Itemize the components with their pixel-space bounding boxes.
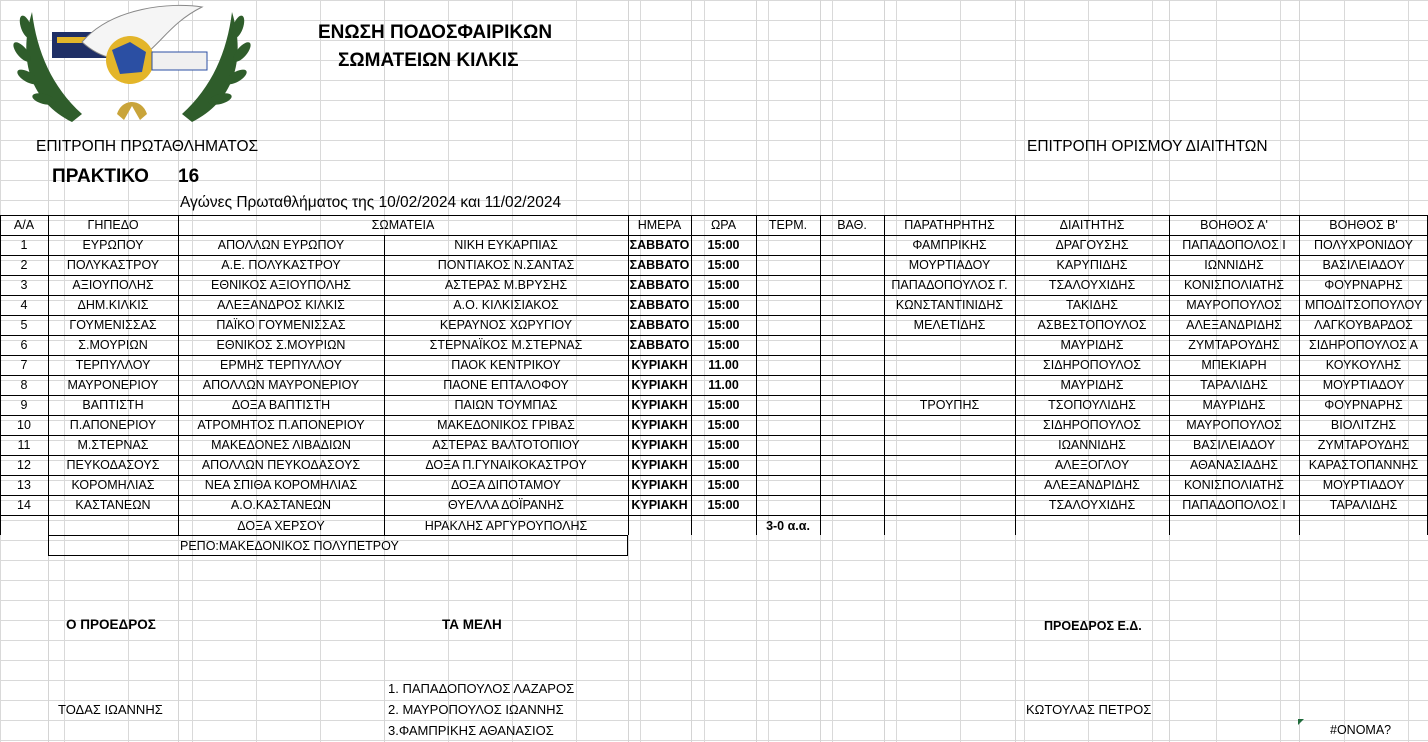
cell-away: ΔΟΞΑ ΔΙΠΟΤΑΜΟΥ <box>450 478 562 492</box>
cell-asst2: ΤΑΡΑΛΙΔΗΣ <box>1329 498 1398 512</box>
cell-asst2: ΠΟΛΥΧΡΟΝΙΔΟΥ <box>1314 238 1413 252</box>
committee-right: ΕΠΙΤΡΟΠΗ ΟΡΙΣΜΟΥ ΔΙΑΙΤΗΤΩΝ <box>1027 138 1268 155</box>
ref-president-label: ΠΡΟΕΔΡΟΣ Ε.Δ. <box>1044 619 1142 633</box>
cell-no: 11 <box>17 438 31 452</box>
cell-no: 1 <box>20 238 28 252</box>
cell-away: ΚΕΡΑΥΝΟΣ ΧΩΡΥΓΙΟΥ <box>439 318 573 332</box>
cell-day: ΣΑΒΒΑΤΟ <box>629 338 690 352</box>
cell-asst1: ΚΟΝΙΣΠΟΛΙΑΤΗΣ <box>1183 478 1285 492</box>
cell-observer: ΚΩΝΣΤΑΝΤΙΝΙΔΗΣ <box>895 298 1004 312</box>
cell-asst1: ΜΑΥΡΟΠΟΥΛΟΣ <box>1186 418 1282 432</box>
cell-asst2: ΚΑΡΑΣΤΟΠΑΝΝΗΣ <box>1308 458 1419 472</box>
cell-home: ΑΤΡΟΜΗΤΟΣ Π.ΑΠΟΝΕΡΙΟΥ <box>197 418 365 432</box>
member-1: 1. ΠΑΠΑΔΟΠΟΥΛΟΣ ΛΑΖΑΡΟΣ <box>388 681 575 696</box>
column-header: ΒΑΘ. <box>837 218 867 232</box>
cell-referee: ΔΡΑΓΟΥΣΗΣ <box>1055 238 1129 252</box>
cell-ground: ΠΕΥΚΟΔΑΣΟΥΣ <box>66 458 160 472</box>
cell-time: 15:00 <box>707 258 740 272</box>
ribbon-icon <box>117 102 147 120</box>
cell-away: ΠΟΝΤΙΑΚΟΣ Ν.ΣΑΝΤΑΣ <box>437 258 575 272</box>
cell-referee: ΜΑΥΡΙΔΗΣ <box>1060 378 1124 392</box>
association-logo <box>12 2 252 130</box>
org-title-line2: ΣΩΜΑΤΕΙΩΝ ΚΙΛΚΙΣ <box>338 50 519 71</box>
cell-asst2: ΒΑΣΙΛΕΙΑΔΟΥ <box>1322 258 1405 272</box>
cell-time: 15:00 <box>707 318 740 332</box>
cell-day: ΣΑΒΒΑΤΟ <box>629 298 690 312</box>
cell-away: ΠΑΙΩΝ ΤΟΥΜΠΑΣ <box>454 398 558 412</box>
cell-asst1: ΑΘΑΝΑΣΙΑΔΗΣ <box>1190 458 1278 472</box>
column-header: ΔΙΑΙΤΗΤΗΣ <box>1059 218 1125 232</box>
cell-home: ΑΠΟΛΛΩΝ ΜΑΥΡΟΝΕΡΙΟΥ <box>202 378 360 392</box>
cell-home: ΕΘΝΙΚΟΣ Σ.ΜΟΥΡΙΩΝ <box>216 338 346 352</box>
cell-ground: ΕΥΡΩΠΟΥ <box>82 238 144 252</box>
cell-away: ΝΙΚΗ ΕΥΚΑΡΠΙΑΣ <box>454 238 558 252</box>
cell-home: ΑΠΟΛΛΩΝ ΕΥΡΩΠΟΥ <box>217 238 345 252</box>
cell-home: Α.Ε. ΠΟΛΥΚΑΣΤΡΟΥ <box>221 258 341 272</box>
cell-time: 11.00 <box>708 378 739 392</box>
cell-asst1: ΙΩΝΝΙΔΗΣ <box>1204 258 1264 272</box>
cell-home: ΕΡΜΗΣ ΤΕΡΠΥΛΛΟΥ <box>220 358 342 372</box>
cell-away: ΜΑΚΕΔΟΝΙΚΟΣ ΓΡΙΒΑΣ <box>437 418 575 432</box>
president-name: ΤΟΔΑΣ ΙΩΑΝΝΗΣ <box>58 702 163 717</box>
org-title-line1: ΕΝΩΣΗ ΠΟΔΟΣΦΑΙΡΙΚΩΝ <box>318 22 553 43</box>
error-indicator-icon <box>1298 719 1304 725</box>
error-cell: #ΟΝΟΜΑ? <box>1330 723 1392 737</box>
cell-home: ΑΠΟΛΛΩΝ ΠΕΥΚΟΔΑΣΟΥΣ <box>201 458 361 472</box>
cell-home: ΝΕΑ ΣΠΙΘΑ ΚΟΡΟΜΗΛΙΑΣ <box>204 478 358 492</box>
cell-away: ΑΣΤΕΡΑΣ ΒΑΛΤΟΤΟΠΙΟΥ <box>432 438 580 452</box>
column-header: Α/Α <box>13 218 35 232</box>
cell-referee: ΙΩΑΝΝΙΔΗΣ <box>1058 438 1126 452</box>
column-header: ΩΡΑ <box>710 218 737 232</box>
cell-asst1: ΜΑΥΡΙΔΗΣ <box>1202 398 1266 412</box>
cell-home: Α.Ο.ΚΑΣΤΑΝΕΩΝ <box>230 498 332 512</box>
cell-day: ΣΑΒΒΑΤΟ <box>629 278 690 292</box>
cell-asst2: ΖΥΜΤΑΡΟΥΔΗΣ <box>1317 438 1410 452</box>
cell-observer: ΦΑΜΠΡΙΚΗΣ <box>912 238 987 252</box>
cell-asst2: ΛΑΓΚΟΥΒΑΡΔΟΣ <box>1314 318 1413 332</box>
cell-away: Α.Ο. ΚΙΛΚΙΣΙΑΚΟΣ <box>453 298 559 312</box>
cell-day: ΚΥΡΙΑΚΗ <box>631 378 688 392</box>
cell-home: ΕΘΝΙΚΟΣ ΑΞΙΟΥΠΟΛΗΣ <box>211 278 351 292</box>
cell-referee: ΚΑΡΥΠΙΔΗΣ <box>1056 258 1128 272</box>
cell-referee: ΑΛΕΞΑΝΔΡΙΔΗΣ <box>1044 478 1140 492</box>
cell-observer: ΠΑΠΑΔΟΠΟΥΛΟΣ Γ. <box>891 278 1008 292</box>
column-header: ΒΟΗΘΟΣ Α' <box>1200 218 1268 232</box>
cell-time: 15:00 <box>707 438 740 452</box>
repo-text: ΡΕΠΟ:ΜΑΚΕΔΟΝΙΚΟΣ ΠΟΛΥΠΕΤΡΟΥ <box>180 539 399 553</box>
cell-ground: Μ.ΣΤΕΡΝΑΣ <box>77 438 149 452</box>
cell-day: ΚΥΡΙΑΚΗ <box>631 358 688 372</box>
cell-no: 8 <box>20 378 28 392</box>
cell-day: ΣΑΒΒΑΤΟ <box>629 318 690 332</box>
cell-no: 9 <box>20 398 28 412</box>
cell-ground: ΚΑΣΤΑΝΕΩΝ <box>75 498 151 512</box>
cell-asst2: ΦΟΥΡΝΑΡΗΣ <box>1324 278 1403 292</box>
column-header: ΣΩΜΑΤΕΙΑ <box>371 218 435 232</box>
cell-ground: ΑΞΙΟΥΠΟΛΗΣ <box>72 278 154 292</box>
cell-time: 15:00 <box>707 498 740 512</box>
extra-home: ΔΟΞΑ ΧΕΡΣΟΥ <box>237 519 325 533</box>
cell-time: 15:00 <box>707 278 740 292</box>
cell-away: ΠΑΟΝΕ ΕΠΤΑΛΟΦΟΥ <box>443 378 569 392</box>
cell-time: 15:00 <box>707 478 740 492</box>
cell-time: 15:00 <box>707 238 740 252</box>
cell-asst2: ΚΟΥΚΟΥΛΗΣ <box>1325 358 1402 372</box>
cell-referee: ΜΑΥΡΙΔΗΣ <box>1060 338 1124 352</box>
cell-time: 15:00 <box>707 458 740 472</box>
cell-away: ΔΟΞΑ Π.ΓΥΝΑΙΚΟΚΑΣΤΡΟΥ <box>425 458 587 472</box>
cell-no: 7 <box>20 358 28 372</box>
cell-ground: ΠΟΛΥΚΑΣΤΡΟΥ <box>66 258 160 272</box>
cell-ground: ΚΟΡΟΜΗΛΙΑΣ <box>71 478 155 492</box>
cell-asst2: ΣΙΔΗΡΟΠΟΥΛΟΣ Α <box>1308 338 1419 352</box>
cell-asst2: ΦΟΥΡΝΑΡΗΣ <box>1324 398 1403 412</box>
cell-away: ΘΥΕΛΛΑ ΔΟΪΡΑΝΗΣ <box>448 498 564 512</box>
cell-away: ΠΑΟΚ ΚΕΝΤΡΙΚΟΥ <box>451 358 561 372</box>
cell-asst1: ΠΑΠΑΔΟΠΟΛΟΣ Ι <box>1182 238 1286 252</box>
cell-no: 4 <box>20 298 28 312</box>
column-header: ΒΟΗΘΟΣ Β' <box>1329 218 1398 232</box>
cell-asst2: ΜΟΥΡΤΙΑΔΟΥ <box>1322 478 1405 492</box>
cell-no: 12 <box>17 458 31 472</box>
president-label: Ο ΠΡΟΕΔΡΟΣ <box>66 617 156 632</box>
cell-ground: ΤΕΡΠΥΛΛΟΥ <box>75 358 151 372</box>
cell-observer: ΤΡΟΥΠΗΣ <box>919 398 980 412</box>
cell-referee: ΤΑΚΙΔΗΣ <box>1066 298 1118 312</box>
cell-referee: ΣΙΔΗΡΟΠΟΥΛΟΣ <box>1043 358 1141 372</box>
member-2: 2. ΜΑΥΡΟΠΟΥΛΟΣ ΙΩΑΝΝΗΣ <box>388 702 564 717</box>
cell-referee: ΑΣΒΕΣΤΟΠΟΥΛΟΣ <box>1037 318 1147 332</box>
cell-time: 15:00 <box>707 338 740 352</box>
cell-ground: Π.ΑΠΟΝΕΡΙΟΥ <box>69 418 157 432</box>
members-label: ΤΑ ΜΕΛΗ <box>442 617 502 632</box>
cell-asst1: ΜΠΕΚΙΑΡΗ <box>1201 358 1267 372</box>
cell-day: ΚΥΡΙΑΚΗ <box>631 398 688 412</box>
cell-day: ΣΑΒΒΑΤΟ <box>629 238 690 252</box>
cell-asst2: ΒΙΟΛΙΤΖΗΣ <box>1330 418 1397 432</box>
cell-ground: ΓΟΥΜΕΝΙΣΣΑΣ <box>69 318 157 332</box>
cell-referee: ΑΛΕΞΟΓΛΟΥ <box>1054 458 1130 472</box>
cell-referee: ΤΣΟΠΟΥΛΙΔΗΣ <box>1048 398 1136 412</box>
cell-time: 11.00 <box>708 358 739 372</box>
cell-time: 15:00 <box>707 418 740 432</box>
cell-day: ΚΥΡΙΑΚΗ <box>631 498 688 512</box>
cell-asst2: ΜΟΥΡΤΙΑΔΟΥ <box>1322 378 1405 392</box>
cell-referee: ΣΙΔΗΡΟΠΟΥΛΟΣ <box>1043 418 1141 432</box>
cell-asst1: ΖΥΜΤΑΡΟΥΔΗΣ <box>1188 338 1280 352</box>
cell-observer: ΜΟΥΡΤΙΑΔΟΥ <box>908 258 991 272</box>
cell-no: 10 <box>17 418 31 432</box>
cell-away: ΑΣΤΕΡΑΣ Μ.ΒΡΥΣΗΣ <box>444 278 568 292</box>
cell-time: 15:00 <box>707 298 740 312</box>
cell-home: ΑΛΕΞΑΝΔΡΟΣ ΚΙΛΚΙΣ <box>217 298 345 312</box>
cell-day: ΚΥΡΙΑΚΗ <box>631 458 688 472</box>
cell-home: ΔΟΞΑ ΒΑΠΤΙΣΤΗ <box>231 398 331 412</box>
cell-ground: ΔΗΜ.ΚΙΛΚΙΣ <box>77 298 149 312</box>
cell-no: 6 <box>20 338 28 352</box>
cell-home: ΜΑΚΕΔΟΝΕΣ ΛΙΒΑΔΙΩΝ <box>211 438 351 452</box>
column-header: ΗΜΕΡΑ <box>637 218 682 232</box>
cell-away: ΣΤΕΡΝΑΪΚΟΣ Μ.ΣΤΕΡΝΑΣ <box>429 338 583 352</box>
cell-ground: ΒΑΠΤΙΣΤΗ <box>82 398 144 412</box>
ref-president-name: ΚΩΤΟΥΛΑΣ ΠΕΤΡΟΣ <box>1026 702 1152 717</box>
cell-no: 5 <box>20 318 28 332</box>
subtitle: Αγώνες Πρωταθλήματος της 10/02/2024 και 11/02/2024 <box>180 194 562 211</box>
column-header: ΓΗΠΕΔΟ <box>87 218 139 232</box>
cell-asst1: ΠΑΠΑΔΟΠΟΛΟΣ Ι <box>1182 498 1286 512</box>
wreath-left-icon <box>12 12 82 122</box>
cell-day: ΚΥΡΙΑΚΗ <box>631 478 688 492</box>
cell-ground: ΜΑΥΡΟΝΕΡΙΟΥ <box>67 378 159 392</box>
cell-home: ΠΑΪΚΟ ΓΟΥΜΕΝΙΣΣΑΣ <box>216 318 346 332</box>
cell-day: ΣΑΒΒΑΤΟ <box>629 258 690 272</box>
cell-no: 14 <box>17 498 31 512</box>
cell-time: 15:00 <box>707 398 740 412</box>
extra-result: 3-0 α.α. <box>766 519 810 533</box>
column-header: ΤΕΡΜ. <box>768 218 808 232</box>
column-header: ΠΑΡΑΤΗΡΗΤΗΣ <box>904 218 995 232</box>
cell-no: 2 <box>20 258 28 272</box>
praktiko-number: 16 <box>178 166 200 187</box>
cell-observer: ΜΕΛΕΤΙΔΗΣ <box>913 318 986 332</box>
cell-referee: ΤΣΑΛΟΥΧΙΔΗΣ <box>1048 278 1136 292</box>
cell-referee: ΤΣΑΛΟΥΧΙΔΗΣ <box>1048 498 1136 512</box>
member-3: 3.ΦΑΜΠΡΙΚΗΣ ΑΘΑΝΑΣΙΟΣ <box>388 723 554 738</box>
cell-day: ΚΥΡΙΑΚΗ <box>631 418 688 432</box>
committee-left: ΕΠΙΤΡΟΠΗ ΠΡΩΤΑΘΛΗΜΑΤΟΣ <box>36 138 259 155</box>
cell-asst2: ΜΠΟΔΙΤΣΟΠΟΥΛΟΥ <box>1304 298 1423 312</box>
table-frame <box>0 215 1428 535</box>
extra-away: ΗΡΑΚΛΗΣ ΑΡΓΥΡΟΥΠΟΛΗΣ <box>424 519 588 533</box>
praktiko-label: ΠΡΑΚΤΙΚΟ <box>52 166 149 187</box>
cell-asst1: ΚΟΝΙΣΠΟΛΙΑΤΗΣ <box>1183 278 1285 292</box>
cell-asst1: ΒΑΣΙΛΕΙΑΔΟΥ <box>1192 438 1276 452</box>
cell-asst1: ΜΑΥΡΟΠΟΥΛΟΣ <box>1186 298 1282 312</box>
cell-ground: Σ.ΜΟΥΡΙΩΝ <box>78 338 148 352</box>
cell-asst1: ΑΛΕΞΑΝΔΡΙΔΗΣ <box>1186 318 1282 332</box>
cell-asst1: ΤΑΡΑΛΙΔΗΣ <box>1200 378 1268 392</box>
cell-day: ΚΥΡΙΑΚΗ <box>631 438 688 452</box>
cell-no: 3 <box>20 278 28 292</box>
cell-no: 13 <box>17 478 31 492</box>
